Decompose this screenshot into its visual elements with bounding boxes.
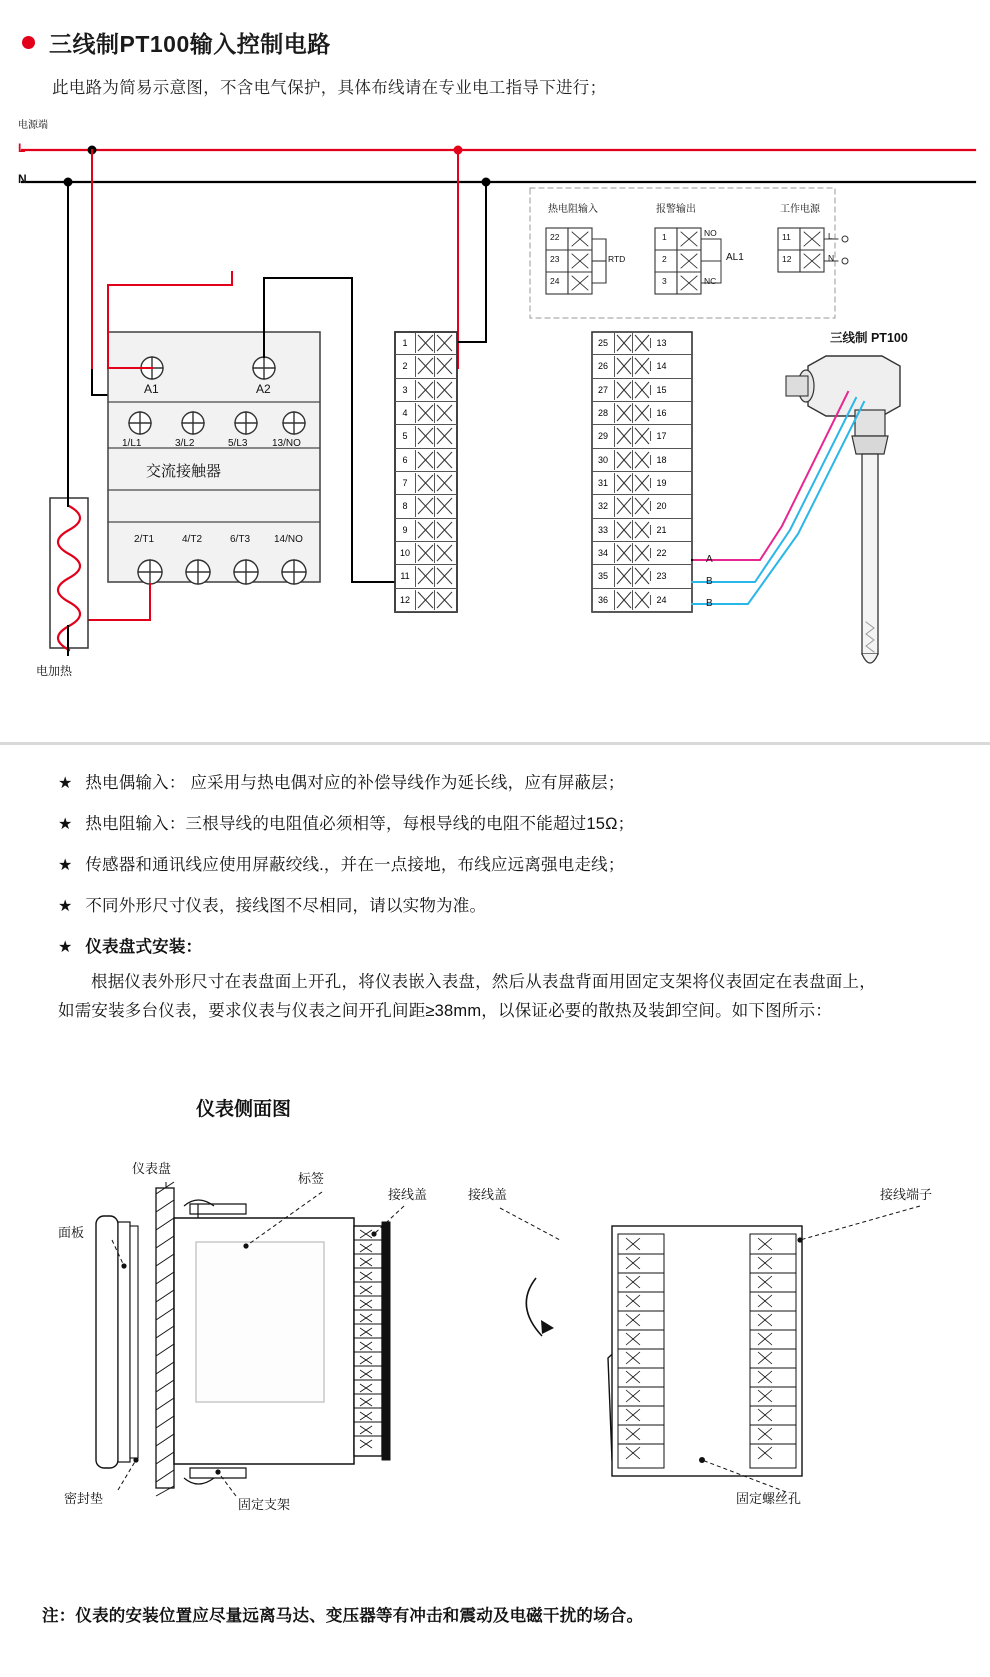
terminal-screw-icon (632, 333, 650, 353)
terminal-row (592, 449, 692, 472)
star-icon: ★ (58, 775, 73, 792)
sensor-label: 三线制 PT100 (830, 331, 908, 345)
terminal-number: 11 (400, 571, 410, 582)
terminal-screw-icon (632, 426, 650, 446)
note-text: 热电偶输入： 应采用与热电偶对应的补偿导线作为延长线，应有屏蔽层； (85, 774, 625, 792)
terminal-row (395, 355, 457, 378)
coil-a1-label: A1 (144, 382, 159, 396)
right-terminal-block (592, 332, 692, 612)
contactor-terminal-4T2: 4/T2 (182, 534, 203, 545)
terminal-screw-icon (434, 380, 453, 400)
terminal-screw-icon (434, 450, 453, 470)
footer-note: 注：仪表的安装位置应尽量远离马达、变压器等有冲击和震动及电磁干扰的场合。 (42, 1607, 644, 1625)
circuit-svg (0, 110, 990, 735)
terminal-number: 31 (597, 478, 608, 489)
legend-rtd-t22: 22 (550, 232, 560, 242)
notes-list (58, 772, 958, 977)
terminal-screw-icon (434, 473, 453, 493)
terminal-screw-icon (434, 356, 453, 376)
legend-supply-L: L (828, 231, 833, 241)
terminal-screw-icon (415, 566, 434, 586)
terminal-number: 16 (650, 408, 672, 418)
legend-supply-title: 工作电源 (780, 204, 820, 215)
terminal-number: 2 (402, 361, 408, 372)
legend-alarm-t1: 1 (662, 232, 667, 242)
terminal-screw-icon (632, 520, 650, 540)
terminal-screw-icon (415, 473, 434, 493)
terminal-screw-icon (434, 403, 453, 423)
terminal-number: 14 (650, 361, 672, 371)
terminal-screw-icon (632, 590, 650, 610)
contactor-terminal-6T3: 6/T3 (230, 534, 251, 545)
note-item (58, 895, 958, 919)
terminal-screw-icon (614, 590, 632, 610)
terminal-number: 15 (650, 385, 672, 395)
legend-supply-t12: 12 (782, 254, 792, 264)
circuit-diagram (0, 110, 990, 735)
terminal-number: 21 (650, 525, 672, 535)
legend-supply-t11: 11 (782, 232, 791, 242)
terminal-row (592, 355, 692, 378)
terminal-row (592, 519, 692, 542)
terminal-row (395, 449, 457, 472)
terminal-row (395, 402, 457, 425)
label-front-panel: 面板 (58, 1225, 85, 1240)
label-panel-board: 仪表盘 (132, 1161, 172, 1176)
terminal-screw-icon (614, 450, 632, 470)
terminal-number: 4 (402, 408, 408, 419)
note-text: 仪表盘式安装： (85, 937, 203, 956)
note-text: 不同外形尺寸仪表，接线图不尽相同，请以实物为准。 (85, 896, 487, 915)
terminal-number: 20 (650, 501, 672, 511)
label-screw-hole: 固定螺丝孔 (736, 1491, 802, 1506)
terminal-screw-icon (614, 566, 632, 586)
terminal-screw-icon (632, 543, 650, 563)
terminal-screw-icon (614, 543, 632, 563)
terminal-screw-icon (415, 356, 434, 376)
legend-alarm-t3: 3 (662, 276, 667, 286)
terminal-number: 19 (650, 478, 672, 488)
terminal-number: 29 (597, 431, 608, 442)
label-bracket: 固定支架 (238, 1497, 291, 1512)
page-subtitle: 此电路为简易示意图，不含电气保护，具体布线请在专业电工指导下进行； (52, 79, 607, 97)
heater-label: 电加热 (36, 664, 73, 678)
section-header (22, 26, 331, 59)
terminal-number: 7 (402, 478, 408, 489)
label-terminal-block: 接线端子 (880, 1187, 933, 1202)
note-text: 热电阻输入：三根导线的电阻值必须相等，每根导线的电阻不能超过15Ω； (85, 814, 635, 833)
terminal-row (592, 332, 692, 355)
terminal-row (395, 379, 457, 402)
terminal-screw-icon (632, 450, 650, 470)
label-tag: 标签 (298, 1171, 325, 1186)
terminal-number: 32 (597, 501, 608, 512)
terminal-screw-icon (415, 590, 434, 610)
terminal-screw-icon (415, 333, 434, 353)
contactor-terminal-14NO: 14/NO (274, 534, 303, 545)
terminal-screw-icon (614, 356, 632, 376)
terminal-screw-icon (415, 380, 434, 400)
terminal-screw-icon (614, 403, 632, 423)
terminal-row (395, 495, 457, 518)
page-title: 三线制PT100输入控制电路 (49, 31, 331, 57)
legend-rtd-title: 热电阻输入 (548, 204, 598, 215)
terminal-row (592, 542, 692, 565)
contactor-name-label: 交流接触器 (146, 463, 222, 480)
legend-alarm-no: NO (704, 228, 717, 238)
line-L-label: L (18, 141, 26, 155)
coil-a2-label: A2 (256, 382, 271, 396)
terminal-screw-icon (434, 520, 453, 540)
note-text: 传感器和通讯线应使用屏蔽绞线.，并在一点接地，布线应远离强电走线； (85, 855, 625, 874)
legend-supply-N: N (828, 253, 835, 263)
terminal-screw-icon (434, 496, 453, 516)
terminal-number: 6 (402, 454, 408, 465)
terminal-number: 35 (597, 571, 608, 582)
contactor-terminal-13NO: 13/NO (272, 438, 301, 449)
terminal-row (592, 379, 692, 402)
terminal-number: 22 (650, 548, 672, 558)
contactor-terminal-2T1: 2/T1 (134, 534, 155, 545)
terminal-screw-icon (614, 426, 632, 446)
note-item (58, 854, 958, 878)
terminal-number: 23 (650, 571, 672, 581)
side-view-title: 仪表侧面图 (196, 1099, 292, 1120)
note-item (58, 772, 958, 796)
terminal-screw-icon (434, 590, 453, 610)
terminal-row (395, 425, 457, 448)
power-end-label: 电源端 (18, 120, 48, 131)
legend-alarm-title: 报警输出 (656, 204, 696, 215)
install-paragraph: 根据仪表外形尺寸在表盘面上开孔，将仪表嵌入表盘，然后从表盘背面用固定支架将仪表固定在表盘面上，如需安装多台仪表，要求仪表与仪表之间开孔间距≥38mm，以保证必要的散热及装卸空间。如下图所示： (58, 973, 876, 1020)
left-terminal-block (395, 332, 457, 612)
contactor-terminal-1L1: 1/L1 (122, 438, 142, 449)
terminal-number: 3 (402, 384, 408, 395)
label-gasket: 密封垫 (64, 1491, 104, 1506)
terminal-screw-icon (415, 543, 434, 563)
terminal-screw-icon (415, 450, 434, 470)
terminal-number: 5 (402, 431, 408, 442)
terminal-row (395, 589, 457, 612)
sensor-wire-label-b2: B (706, 598, 713, 609)
label-wiring-cover-left: 接线盖 (388, 1187, 428, 1202)
terminal-screw-icon (415, 403, 434, 423)
terminal-number: 26 (597, 361, 608, 372)
section-divider (0, 742, 990, 745)
terminal-row (592, 402, 692, 425)
terminal-number: 13 (650, 338, 672, 348)
terminal-row (395, 565, 457, 588)
legend-rtd-t23: 23 (550, 254, 560, 264)
terminal-screw-icon (614, 333, 632, 353)
terminal-number: 27 (597, 384, 608, 395)
terminal-row (592, 472, 692, 495)
contactor-terminal-5L3: 5/L3 (228, 438, 248, 449)
bullet-dot-icon (22, 36, 35, 49)
terminal-screw-icon (632, 566, 650, 586)
terminal-screw-icon (415, 520, 434, 540)
terminal-screw-icon (415, 426, 434, 446)
terminal-screw-icon (632, 496, 650, 516)
terminal-screw-icon (614, 473, 632, 493)
sensor-wire-label-a: A (706, 554, 713, 565)
terminal-screw-icon (632, 403, 650, 423)
note-item (58, 936, 958, 960)
legend-alarm-name: AL1 (726, 252, 744, 263)
terminal-row (395, 472, 457, 495)
terminal-number: 8 (402, 501, 408, 512)
terminal-number: 17 (650, 431, 672, 441)
star-icon: ★ (58, 938, 73, 956)
terminal-number: 24 (650, 595, 672, 605)
terminal-row (592, 565, 692, 588)
star-icon: ★ (58, 856, 73, 874)
terminal-number: 33 (597, 524, 608, 535)
terminal-number: 10 (399, 548, 410, 559)
terminal-number: 36 (597, 594, 608, 605)
terminal-screw-icon (614, 496, 632, 516)
terminal-number: 28 (597, 408, 608, 419)
terminal-number: 25 (597, 338, 608, 349)
terminal-screw-icon (614, 520, 632, 540)
terminal-row (592, 589, 692, 612)
star-icon: ★ (58, 815, 73, 833)
note-item (58, 813, 958, 837)
terminal-screw-icon (415, 496, 434, 516)
legend-alarm-nc: NC (704, 276, 717, 286)
terminal-row (592, 425, 692, 448)
terminal-row (592, 495, 692, 518)
terminal-number: 18 (650, 455, 672, 465)
terminal-screw-icon (434, 426, 453, 446)
terminal-number: 34 (597, 548, 608, 559)
side-view-diagram (0, 1130, 990, 1550)
star-icon: ★ (58, 897, 73, 915)
legend-rtd-t24: 24 (550, 276, 560, 286)
terminal-screw-icon (434, 543, 453, 563)
sensor-wire-label-b1: B (706, 576, 713, 587)
terminal-number: 9 (402, 524, 408, 535)
terminal-screw-icon (614, 380, 632, 400)
terminal-screw-icon (434, 566, 453, 586)
terminal-screw-icon (632, 380, 650, 400)
terminal-number: 30 (597, 454, 608, 465)
terminal-screw-icon (632, 473, 650, 493)
line-N-label: N (18, 172, 27, 186)
legend-rtd-mark: RTD (608, 254, 626, 264)
terminal-number: 12 (399, 594, 410, 605)
terminal-screw-icon (632, 356, 650, 376)
legend-alarm-t2: 2 (662, 254, 667, 264)
terminal-row (395, 519, 457, 542)
terminal-number: 1 (402, 338, 408, 349)
contactor-terminal-3L2: 3/L2 (175, 438, 195, 449)
terminal-row (395, 542, 457, 565)
terminal-row (395, 332, 457, 355)
label-wiring-cover-right: 接线盖 (468, 1187, 508, 1202)
terminal-screw-icon (434, 333, 453, 353)
